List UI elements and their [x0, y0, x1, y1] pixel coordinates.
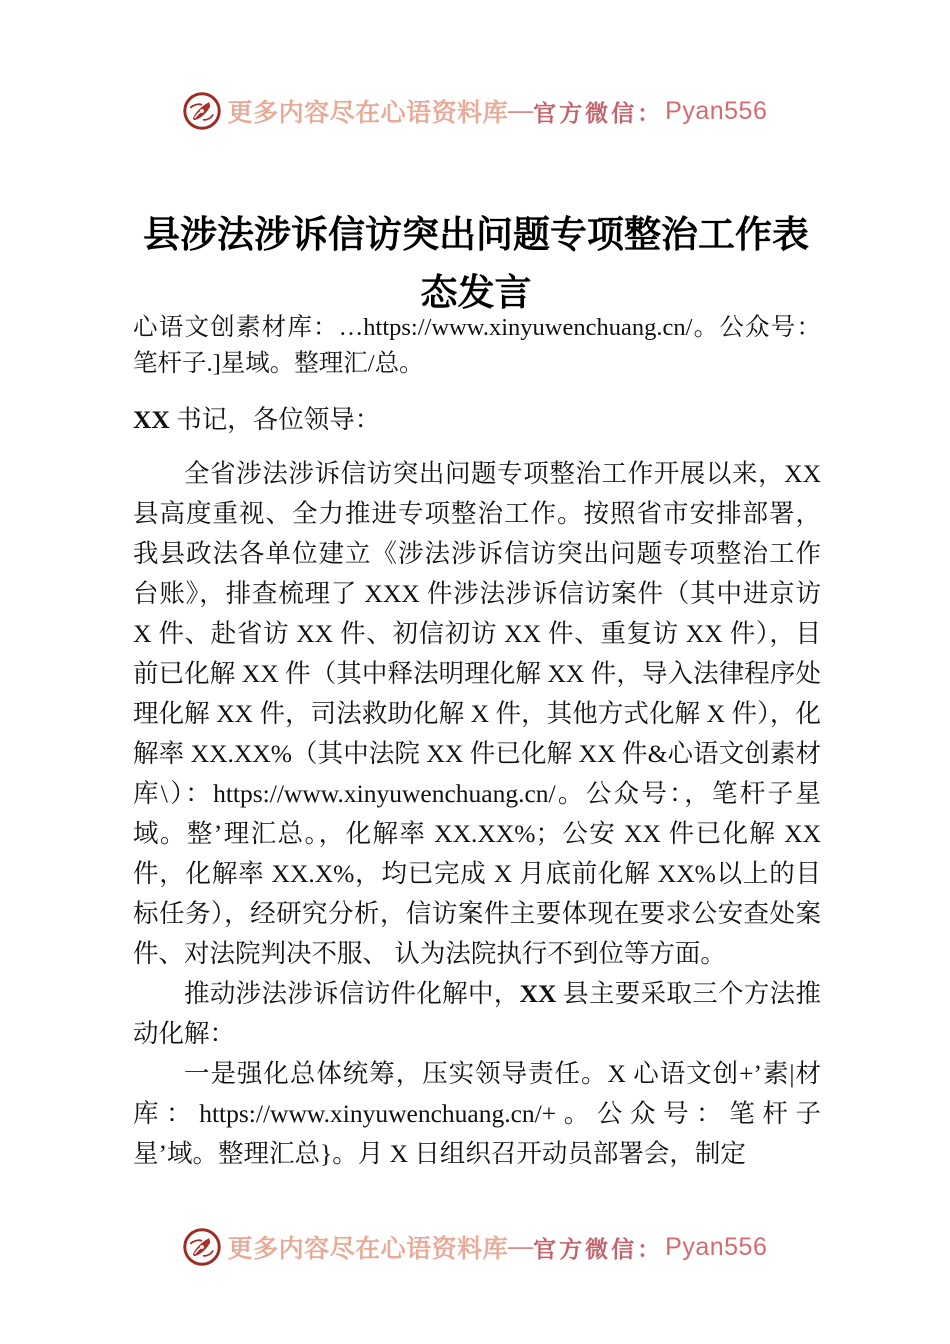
salutation-text: 书记，各位领导： — [169, 405, 381, 434]
watermark-dash: — — [508, 97, 534, 124]
watermark-header — [0, 92, 950, 130]
document-title-line-2: 态发言 — [420, 272, 532, 314]
document-title-line-1: 县涉法涉诉信访突出问题专项整治工作表 — [143, 214, 809, 256]
watermark-secondary-text: 官方微信： — [533, 1236, 664, 1262]
watermark-secondary-text: 官方微信： — [533, 100, 664, 126]
watermark-wechat-id: Pyan556 — [665, 1232, 768, 1261]
watermark-wechat-id: Pyan556 — [665, 96, 768, 125]
document-body — [133, 310, 821, 1174]
salutation-recipient: XX — [133, 405, 170, 434]
watermark-dash: — — [508, 1233, 534, 1260]
document-title — [133, 207, 819, 323]
body-paragraph-1: 全省涉法涉诉信访突出问题专项整治工作开展以来，XX县高度重视、全力推进专项整治工作。按照省市安排部署，我县政法各单位建立《涉法涉诉信访突出问题专项整治工作台账》，排查梳理了 XXX 件涉法涉诉信访案件（其中进京访 X 件、赴省访 XX 件、初信初访 XX 件、重复访 XX 件），目前已化解 XX 件（其中释法明理化解 XX 件，导入法律程序处理化解 XX 件，司法救助化解 X 件，其他方式化解 X 件），化解率 XX.XX%（其中法院 XX 件已化解 XX 件&心语文创素材库\）：https://www.xinyuwenchuang.cn/。公众号：，笔杆子星域。整’理汇总。，化解率 XX.XX%；公安 XX 件已化解 XX 件，化解率 XX.X%，均已完成 X 月底前化解 XX%以上的目标任务），经研究分析，信访案件主要体现在要求公安查处案件、对法院判决不服、 认为法院执行不到位等方面。 — [133, 459, 821, 968]
watermark-primary-text: 更多内容尽在心语资料库 — [227, 100, 509, 127]
body-paragraph-3: 一是强化总体统筹，压实领导责任。X 心语文创+’素|材库：https://www.xinyuwenchuang.cn/+。公众号：笔杆子星’域。整理汇总}。月 X 日组织召开动员部署会，制定 — [133, 1059, 821, 1168]
paragraph-2-suffix: 县主要采取三个方法推动化解： — [133, 979, 821, 1048]
brush-seal-logo-icon — [183, 1228, 221, 1266]
paragraph-2-prefix: 推动涉法涉诉信访件化解中， — [184, 979, 520, 1008]
source-attribution-line: 心语文创素材库：…https://www.xinyuwenchuang.cn/。公众号：笔杆子.]星域。整理汇/总。 — [133, 314, 821, 377]
salutation — [133, 400, 821, 440]
brush-seal-logo-icon — [183, 92, 221, 130]
watermark-footer — [0, 1228, 950, 1266]
paragraph-2-county: XX — [519, 979, 557, 1008]
body-paragraph-2 — [133, 974, 821, 1054]
watermark-primary-text: 更多内容尽在心语资料库 — [227, 1236, 509, 1263]
